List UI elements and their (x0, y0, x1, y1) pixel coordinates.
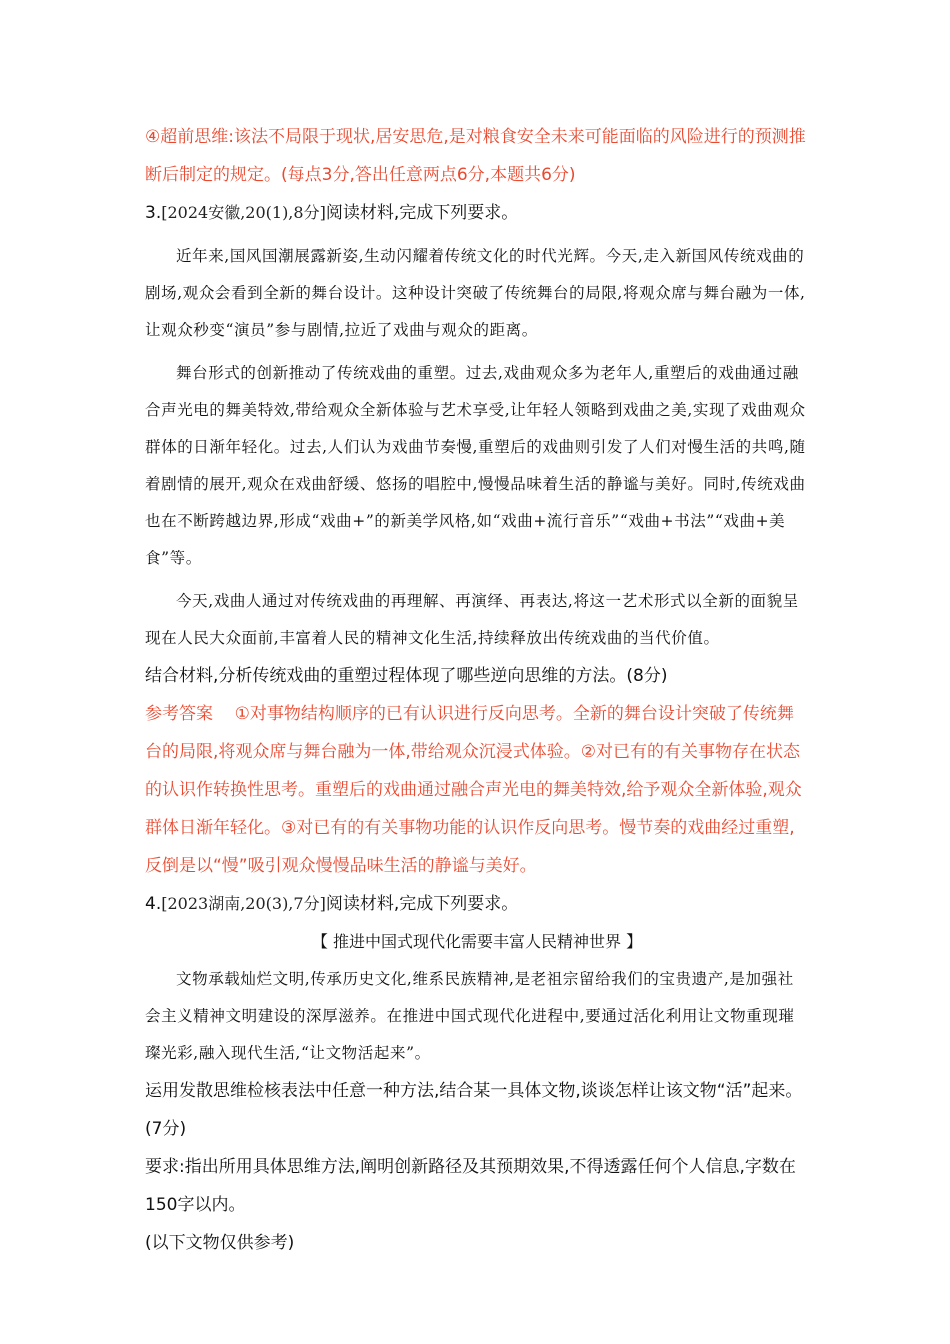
q4-note: (以下文物仅供参考) (145, 1233, 295, 1253)
q3-material-paragraph: 舞台形式的创新推动了传统戏曲的重塑。过去,戏曲观众多为老年人,重塑后的戏曲通过融合声光电的舞美特效,带给观众全新体验与艺术享受,让年轻人领略到戏曲之美,实现了戏曲观众群体的日渐年轻化。过去,人们认为戏曲节奏慢,重塑后的戏曲则引发了人们对慢生活的共鸣,随着剧情的展开,观众在戏曲舒缓、悠扬的唱腔中,慢慢品味着生活的静谧与美好。同时,传统戏曲也在不断跨越边界,形成“戏曲+”的新美学风格,如“戏曲+流行音乐”“戏曲+书法”“戏曲+美食”等。 (145, 364, 806, 567)
q3-material-paragraph: 今天,戏曲人通过对传统戏曲的再理解、再演绎、再表达,将这一艺术形式以全新的面貌呈现在人民大众面前,丰富着人民的精神文化生活,持续释放出传统戏曲的当代价值。 (145, 592, 799, 647)
q4-requirement: 要求:指出所用具体思维方法,阐明创新路径及其预期效果,不得透露任何个人信息,字数在150字以内。 (145, 1157, 796, 1215)
document-page (145, 118, 809, 1262)
q3-instruction: 阅读材料,完成下列要求。 (325, 203, 519, 223)
q4-material-heading: 【 推进中国式现代化需要丰富人民精神世界 】 (311, 932, 643, 951)
q3-number: 3. (145, 203, 162, 223)
q4-number: 4. (145, 894, 162, 914)
q2-answer-point4: ④超前思维:该法不局限于现状,居安思危,是对粮食安全未来可能面临的风险进行的预测推断后制定的规定。(每点3分,答出任意两点6分,本题共6分) (145, 127, 806, 185)
q4-material-paragraph: 文物承载灿烂文明,传承历史文化,维系民族精神,是老祖宗留给我们的宝贵遗产,是加强社会主义精神文明建设的深厚滋养。在推进中国式现代化进程中,要通过活化利用让文物重现璀璨光彩,融入现代生活,“让文物活起来”。 (145, 970, 795, 1062)
q3-header (145, 194, 809, 232)
q4-source: [2023湖南,20(3),7分] (161, 894, 326, 913)
q3-question: 结合材料,分析传统戏曲的重塑过程体现了哪些逆向思维的方法。(8分) (145, 666, 668, 686)
q3-answer-text: ①对事物结构顺序的已有认识进行反向思考。全新的舞台设计突破了传统舞台的局限,将观众席与舞台融为一体,带给观众沉浸式体验。②对已有的有关事物存在状态的认识作转换性思考。重塑后的戏曲通过融合声光电的舞美特效,给予观众全新体验,观众群体日渐年轻化。③对已有的有关事物功能的认识作反向思考。慢节奏的戏曲经过重塑,反倒是以“慢”吸引观众慢慢品味生活的静谧与美好。 (145, 704, 802, 876)
q4-question: 运用发散思维检核表法中任意一种方法,结合某一具体文物,谈谈怎样让该文物“活”起来。(7分) (145, 1081, 803, 1139)
q4-header (145, 885, 809, 923)
q3-answer-label: 参考答案 (145, 704, 213, 724)
q3-source: [2024安徽,20(1),8分] (161, 203, 326, 222)
q4-instruction: 阅读材料,完成下列要求。 (325, 894, 519, 914)
q3-material-paragraph: 近年来,国风国潮展露新姿,生动闪耀着传统文化的时代光辉。今天,走入新国风传统戏曲的剧场,观众会看到全新的舞台设计。这种设计突破了传统舞台的局限,将观众席与舞台融为一体,让观众秒变“演员”参与剧情,拉近了戏曲与观众的距离。 (145, 247, 806, 339)
q3-answer (145, 695, 809, 885)
